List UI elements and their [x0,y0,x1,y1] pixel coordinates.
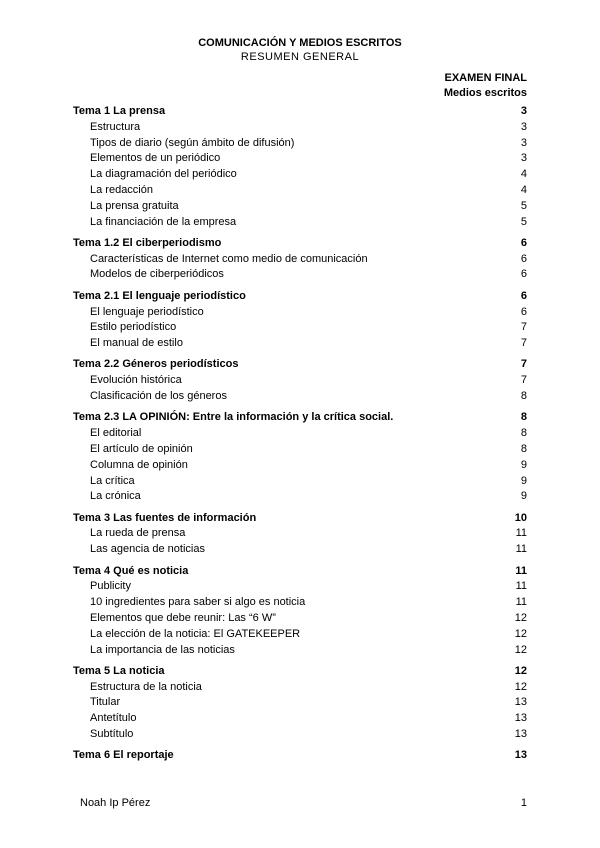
toc-entry-label: Modelos de ciberperiódicos [90,268,224,281]
toc-entry[interactable] [73,680,527,696]
toc-heading-title: Tema 1 La prensa [73,105,166,117]
toc-entry-label: El editorial [90,427,142,440]
toc-entry-label: El manual de estilo [90,337,183,350]
toc-entry[interactable] [73,305,527,321]
toc-entry-label: El artículo de opinión [90,442,193,455]
toc-entry-page: 7 [520,337,527,350]
toc-entry-page: 6 [520,268,527,281]
toc-entry-page: 12 [514,611,527,624]
toc-entry-label: Elementos que debe reunir: Las “6 W” [90,611,276,624]
toc-section [73,289,527,352]
toc-heading-page: 11 [515,564,527,577]
toc-section [73,748,527,764]
toc-entry-page: 13 [514,712,527,725]
toc-heading-title: Tema 1.2 El ciberperiodismo [73,236,222,249]
subject-label: Medios escritos [443,87,527,99]
toc-entry[interactable] [73,711,527,727]
toc-entry-page: 8 [520,442,527,455]
toc-entry-label: La importancia de las noticias [90,643,235,656]
toc-section [73,511,527,558]
toc-entry[interactable] [73,442,527,458]
toc-entry-page: 13 [514,727,527,740]
toc-entry-label: La rueda de prensa [90,527,186,540]
toc-heading-page: 6 [520,236,527,249]
toc-heading-title: Tema 2.3 LA OPINIÓN: Entre la información y la crítica social. [73,411,394,424]
toc-section [73,236,527,283]
toc-heading-page: 6 [520,289,527,302]
toc-entry-label: La financiación de la empresa [90,215,237,228]
toc-entry-label: Características de Internet como medio de comunicación [90,252,368,265]
toc-section [73,410,527,505]
toc-section [73,104,527,230]
toc-entry[interactable] [73,320,527,336]
toc-entry-page: 12 [514,643,527,656]
toc-entry-page: 13 [514,696,527,709]
toc-entry-label: Titular [90,696,121,709]
toc-entry[interactable] [73,474,527,490]
toc-heading[interactable] [73,511,527,527]
toc-entry-label: Las agencia de noticias [90,543,205,556]
toc-section [73,664,527,743]
toc-entry-label: Subtítulo [90,727,134,740]
toc-entry[interactable] [73,458,527,474]
toc-heading[interactable] [73,357,527,373]
toc-entry-label: Estructura de la noticia [90,680,202,693]
toc-entry[interactable] [73,151,527,167]
toc-entry[interactable] [73,526,527,542]
toc-entry-page: 11 [515,596,527,609]
toc-heading[interactable] [73,289,527,305]
toc-heading-page: 12 [514,664,527,677]
toc-entry-label: 10 ingredientes para saber si algo es noticia [90,596,306,609]
toc-entry-page: 8 [520,390,527,403]
toc-entry-page: 6 [520,252,527,265]
toc-entry-page: 4 [520,168,527,181]
toc-entry[interactable] [73,167,527,183]
toc-entry-label: La redacción [90,183,153,196]
toc-entry-label: La crónica [90,490,141,503]
toc-heading-title: Tema 3 Las fuentes de información [73,511,257,524]
toc-heading-page: 3 [520,105,527,117]
toc-heading[interactable] [73,664,527,680]
toc-entry-label: Tipos de diario (según ámbito de difusión) [90,136,295,149]
toc-entry[interactable] [73,426,527,442]
toc-heading[interactable] [73,104,527,120]
toc-heading-page: 13 [514,749,527,762]
toc-section [73,564,527,659]
toc-entry[interactable] [73,611,527,627]
toc-entry[interactable] [73,627,527,643]
toc-heading-title: Tema 5 La noticia [73,664,165,677]
toc-heading-title: Tema 2.1 El lenguaje periodístico [73,289,246,302]
table-of-contents [73,104,527,770]
toc-entry[interactable] [73,489,527,505]
toc-entry[interactable] [73,595,527,611]
page-footer [80,797,527,809]
toc-entry-label: Elementos de un periódico [90,152,221,165]
toc-entry-label: El lenguaje periodístico [90,305,204,318]
toc-entry-label: Antetítulo [90,712,137,725]
toc-entry[interactable] [73,267,527,283]
toc-entry-label: La crítica [90,474,135,487]
toc-entry-label: Publicity [90,580,131,593]
toc-entry-page: 5 [520,215,527,228]
toc-entry[interactable] [73,643,527,659]
toc-entry-label: Estilo periodístico [90,321,177,334]
toc-entry-page: 3 [520,136,527,149]
toc-entry-label: Evolución histórica [90,374,182,387]
toc-entry[interactable] [73,373,527,389]
document-title: COMUNICACIÓN Y MEDIOS ESCRITOS [198,37,402,49]
toc-entry-page: 4 [520,183,527,196]
toc-entry-page: 6 [520,305,527,318]
toc-entry[interactable] [73,336,527,352]
toc-entry-page: 3 [520,120,527,133]
toc-entry[interactable] [73,199,527,215]
toc-entry[interactable] [73,727,527,743]
toc-heading[interactable] [73,748,527,764]
toc-entry-label: La diagramación del periódico [90,168,237,181]
toc-heading-title: Tema 6 El reportaje [73,749,174,762]
toc-entry[interactable] [73,215,527,231]
toc-entry-page: 9 [520,490,527,503]
toc-entry-page: 11 [515,527,527,540]
exam-label: EXAMEN FINAL [444,72,527,84]
toc-entry-page: 12 [514,680,527,693]
toc-entry[interactable] [73,183,527,199]
toc-entry[interactable] [73,542,527,558]
toc-entry-label: Columna de opinión [90,458,188,471]
toc-entry[interactable] [73,389,527,405]
toc-heading[interactable] [73,410,527,426]
toc-entry-page: 12 [514,627,527,640]
toc-heading[interactable] [73,236,527,252]
toc-entry-page: 3 [520,152,527,165]
toc-entry-label: La elección de la noticia: El GATEKEEPER [90,627,301,640]
toc-heading-title: Tema 4 Qué es noticia [73,564,189,577]
document-subtitle: RESUMEN GENERAL [240,51,360,63]
toc-section [73,357,527,404]
toc-entry-page: 5 [520,199,527,212]
toc-heading[interactable] [73,564,527,580]
toc-entry-page: 11 [515,543,527,556]
toc-entry[interactable] [73,695,527,711]
toc-entry-page: 11 [515,580,527,593]
footer-page-number: 1 [520,797,527,809]
toc-entry-page: 8 [520,427,527,440]
toc-heading-page: 7 [520,358,527,371]
toc-entry-page: 7 [520,321,527,334]
toc-entry-label: Clasificación de los géneros [90,390,227,403]
toc-entry[interactable] [73,120,527,136]
toc-heading-page: 8 [520,411,527,424]
toc-heading-title: Tema 2.2 Géneros periodísticos [73,358,239,371]
toc-entry-label: La prensa gratuita [90,199,179,212]
toc-entry-page: 9 [520,474,527,487]
toc-entry-label: Estructura [90,120,141,133]
toc-entry[interactable] [73,252,527,268]
toc-entry[interactable] [73,579,527,595]
footer-author: Noah Ip Pérez [80,797,151,809]
toc-entry[interactable] [73,136,527,152]
toc-entry-page: 9 [520,458,527,471]
toc-entry-page: 7 [520,374,527,387]
toc-heading-page: 10 [514,511,527,524]
